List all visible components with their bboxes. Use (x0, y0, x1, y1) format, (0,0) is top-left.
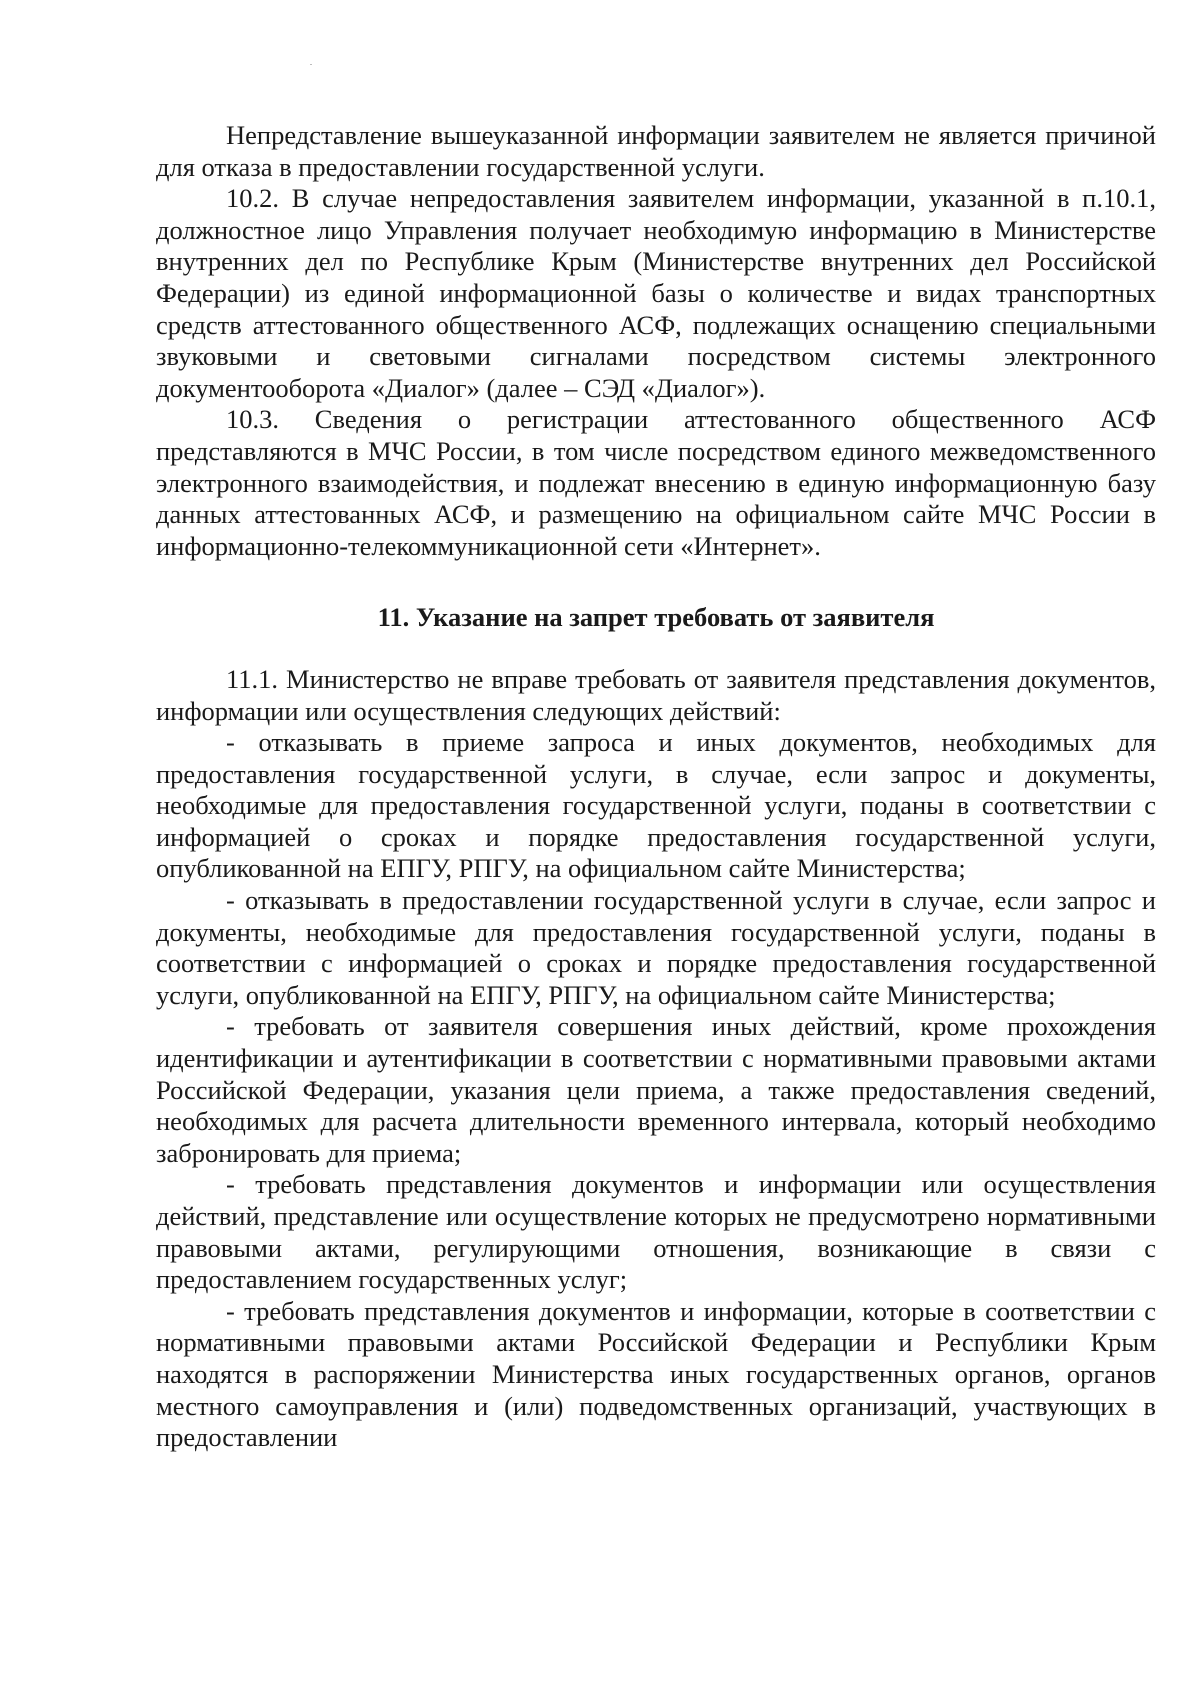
paragraph-10-3: 10.3. Сведения о регистрации аттестованного общественного АСФ представляются в МЧС России, в том числе посредством единого межведомственного электронного взаимодействия, и подлежат внесению в единую информационную базу данных аттестованных АСФ, и размещению на официальном сайте МЧС России в информационно-телекоммуникационной сети «Интернет». (156, 404, 1156, 561)
paragraph-11-1: 11.1. Министерство не вправе требовать от заявителя представления документов, информации или осуществления следующих действий: (156, 663, 1156, 726)
paragraph-refusal-note: Непредставление вышеуказанной информации заявителем не является причиной для отказа в предоставлении государственной услуги. (156, 120, 1156, 182)
list-item-documents-in-possession: - требовать представления документов и информации, которые в соответствии с нормативными правовыми актами Российской Федерации и Республики Крым находятся в распоряжении Министерства иных государственных органов, органов местного самоуправления и (или) подведомственных организаций, участвующих в предоставлении (156, 1295, 1156, 1453)
scan-speck (310, 64, 312, 65)
list-item-refuse-acceptance: - отказывать в приеме запроса и иных документов, необходимых для предоставления государственной услуги, в случае, если запрос и документы, необходимые для предоставления государственной услуги, поданы в соответствии с информацией о сроках и порядке предоставления государственной услуги, опубликованной на ЕПГУ, РПГУ, на официальном сайте Министерства; (156, 727, 1156, 884)
section-heading-11: 11. Указание на запрет требовать от заявителя (377, 602, 935, 633)
list-item-refuse-service: - отказывать в предоставлении государственной услуги в случае, если запрос и документы, необходимые для предоставления государственной услуги, поданы в соответствии с информацией о сроках и порядке предоставления государственной услуги, опубликованной на ЕПГУ, РПГУ, на официальном сайте Министерства; (156, 885, 1156, 1010)
list-item-extra-actions: - требовать от заявителя совершения иных действий, кроме прохождения идентификации и аутентификации в соответствии с нормативными правовыми актами Российской Федерации, указания цели приема, а также предоставления сведений, необходимых для расчета длительности временного интервала, который необходимо забронировать для приема; (156, 1011, 1156, 1168)
list-item-unregulated-documents: - требовать представления документов и информации или осуществления действий, представление или осуществление которых не предусмотрено нормативными правовыми актами, регулирующими отношения, возникающие в связи с предоставлением государственных услуг; (156, 1169, 1156, 1295)
paragraph-10-2: 10.2. В случае непредоставления заявителем информации, указанной в п.10.1, должностное лицо Управления получает необходимую информацию в Министерстве внутренних дел по Республике Крым (Министерстве внутренних дел Российской Федерации) из единой информационной базы о количестве и видах транспортных средств аттестованного общественного АСФ, подлежащих оснащению специальными звуковыми и световыми сигналами посредством системы электронного документооборота «Диалог» (далее – СЭД «Диалог»). (156, 183, 1156, 403)
document-page (156, 120, 1156, 1454)
